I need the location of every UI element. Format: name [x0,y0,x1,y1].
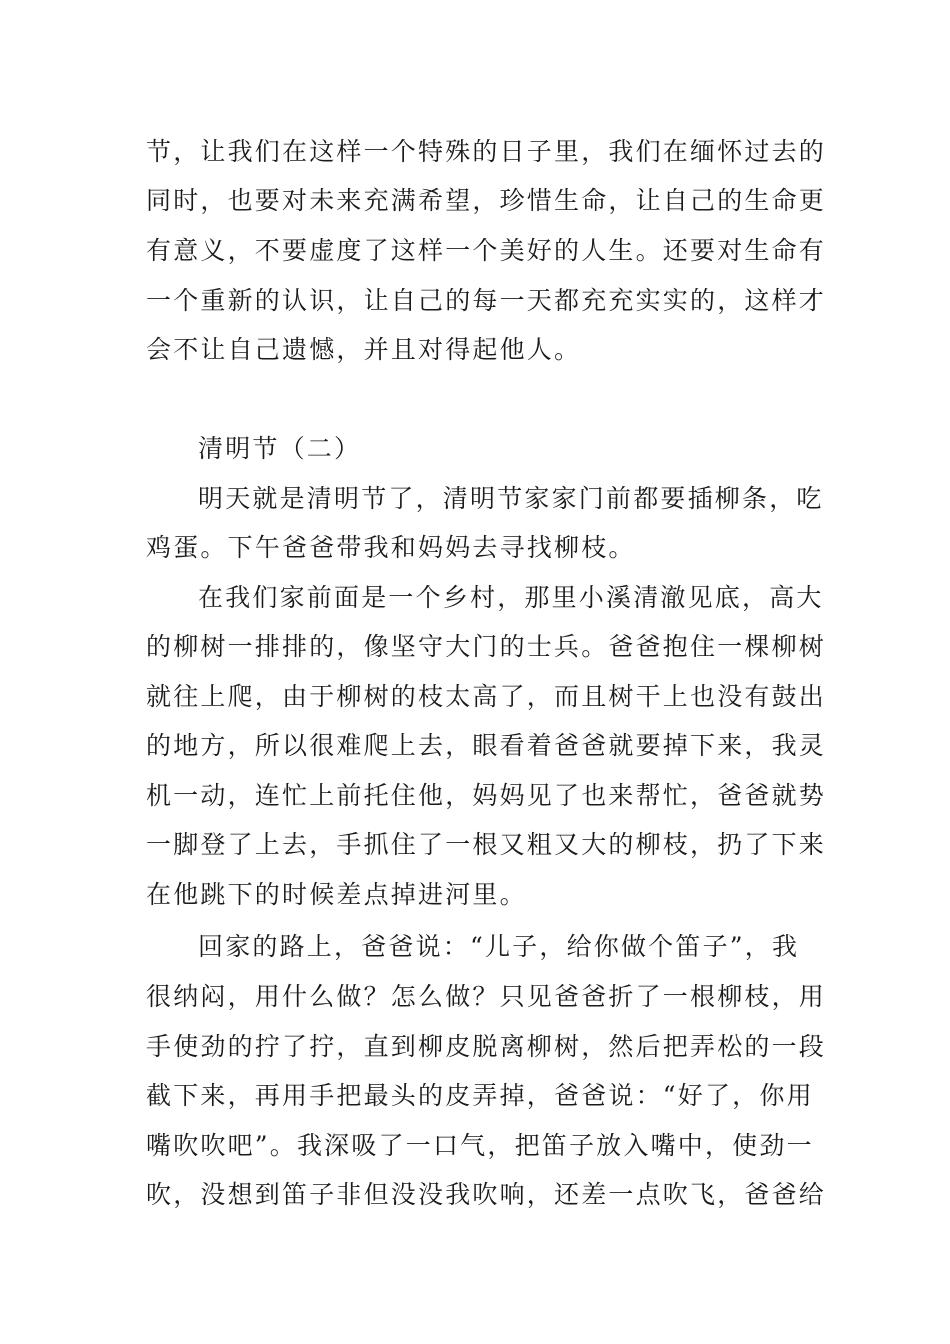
paragraph-2-line-2: 鸡蛋。下午爸爸带我和妈妈去寻找柳枝。 [146,533,636,562]
section-title: 清明节（二） [198,434,362,463]
paragraph-3-line-6: 一脚登了上去，手抓住了一根又粗又大的柳枝，扔了下来 [146,830,827,859]
paragraph-1-line-5: 会不让自己遗憾，并且对得起他人。 [146,335,582,364]
paragraph-1-line-4: 一个重新的认识，让自己的每一天都充充实实的，这样才 [146,286,827,315]
paragraph-4-line-2: 很纳闷，用什么做？怎么做？只见爸爸折了一根柳枝，用 [146,982,827,1011]
paragraph-2-line-1: 明天就是清明节了，清明节家家门前都要插柳条，吃 [198,484,824,513]
paragraph-4-line-5: 嘴吹吹吧”。我深吸了一口气，把笛子放入嘴中，使劲一 [146,1131,814,1160]
paragraph-3-line-7: 在他跳下的时候差点掉进河里。 [146,880,527,909]
paragraph-4-line-1: 回家的路上，爸爸说：“儿子，给你做个笛子”，我 [198,932,800,961]
paragraph-3-line-2: 的柳树一排排的，像坚守大门的士兵。爸爸抱住一棵柳树 [146,632,827,661]
paragraph-3-line-5: 机一动，连忙上前托住他，妈妈见了也来帮忙，爸爸就势 [146,781,827,810]
paragraph-4-line-4: 截下来，再用手把最头的皮弄掉，爸爸说：“好了，你用 [146,1081,814,1110]
paragraph-4-line-3: 手使劲的拧了拧，直到柳皮脱离柳树，然后把弄松的一段 [146,1032,827,1061]
paragraph-4-line-6: 吹，没想到笛子非但没没我吹响，还差一点吹飞，爸爸给 [146,1180,827,1209]
paragraph-1-line-3: 有意义，不要虚度了这样一个美好的人生。还要对生命有 [146,236,827,265]
paragraph-3-line-4: 的地方，所以很难爬上去，眼看着爸爸就要掉下来，我灵 [146,731,827,760]
paragraph-3-line-1: 在我们家前面是一个乡村，那里小溪清澈见底，高大 [198,583,824,612]
paragraph-1-line-1: 节，让我们在这样一个特殊的日子里，我们在缅怀过去的 [146,137,827,166]
paragraph-3-line-3: 就往上爬，由于柳树的枝太高了，而且树干上也没有鼓出 [146,682,827,711]
paragraph-1-line-2: 同时，也要对未来充满希望，珍惜生命，让自己的生命更 [146,186,827,215]
